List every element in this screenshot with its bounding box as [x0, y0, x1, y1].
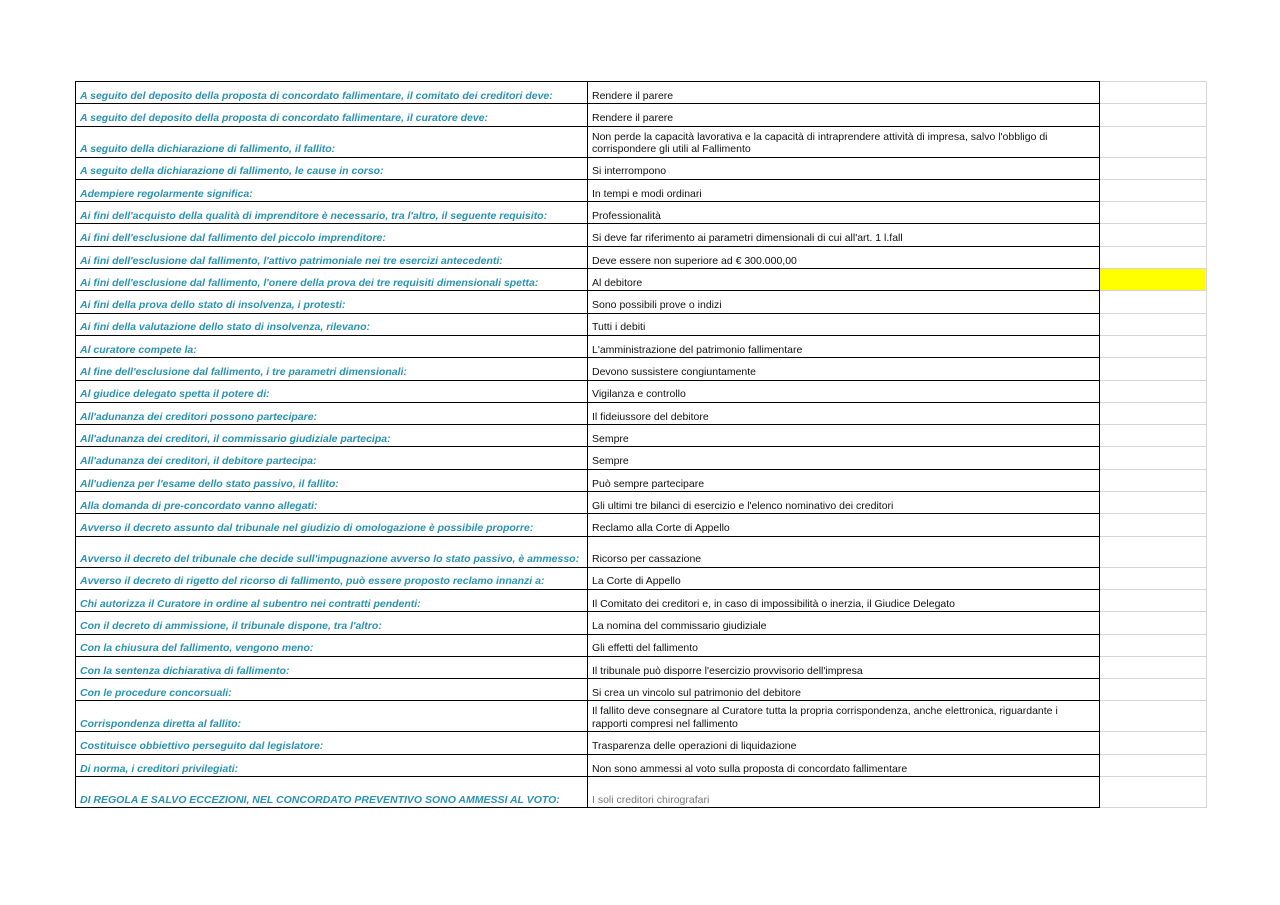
question-cell[interactable]: All'adunanza dei creditori, il debitore partecipa:	[76, 447, 588, 469]
question-cell[interactable]: All'adunanza dei creditori possono partecipare:	[76, 402, 588, 424]
empty-cell[interactable]	[1100, 425, 1207, 447]
table-row	[76, 202, 1207, 224]
question-cell[interactable]: Adempiere regolarmente significa:	[76, 179, 588, 201]
empty-cell[interactable]	[1100, 380, 1207, 402]
answer-cell[interactable]: Trasparenza delle operazioni di liquidazione	[588, 732, 1100, 754]
question-cell[interactable]: Di norma, i creditori privilegiati:	[76, 754, 588, 776]
empty-cell[interactable]	[1100, 179, 1207, 201]
question-cell[interactable]: Alla domanda di pre-concordato vanno allegati:	[76, 492, 588, 514]
question-cell[interactable]: Con la sentenza dichiarativa di fallimento:	[76, 656, 588, 678]
empty-cell[interactable]	[1100, 469, 1207, 491]
empty-cell[interactable]	[1100, 656, 1207, 678]
table-row	[76, 701, 1207, 732]
table-row	[76, 104, 1207, 126]
answer-cell[interactable]: Si interrompono	[588, 157, 1100, 179]
empty-cell[interactable]	[1100, 634, 1207, 656]
answer-cell[interactable]: L'amministrazione del patrimonio fallimentare	[588, 335, 1100, 357]
answer-cell[interactable]: Reclamo alla Corte di Appello	[588, 514, 1100, 536]
table-row	[76, 402, 1207, 424]
question-cell[interactable]: Con le procedure concorsuali:	[76, 679, 588, 701]
answer-cell[interactable]: Tutti i debiti	[588, 313, 1100, 335]
answer-cell[interactable]: Rendere il parere	[588, 82, 1100, 104]
question-cell[interactable]: Chi autorizza il Curatore in ordine al subentro nei contratti pendenti:	[76, 589, 588, 611]
answer-cell[interactable]: La nomina del commissario giudiziale	[588, 612, 1100, 634]
table-row	[76, 492, 1207, 514]
empty-cell[interactable]	[1100, 104, 1207, 126]
table-row	[76, 777, 1207, 808]
table-row	[76, 358, 1207, 380]
question-cell[interactable]: Costituisce obbiettivo perseguito dal legislatore:	[76, 732, 588, 754]
empty-cell[interactable]	[1100, 732, 1207, 754]
table-row	[76, 269, 1207, 291]
table-row	[76, 612, 1207, 634]
answer-cell[interactable]: Può sempre partecipare	[588, 469, 1100, 491]
empty-cell[interactable]	[1100, 612, 1207, 634]
table-row	[76, 224, 1207, 246]
answer-cell[interactable]: Professionalità	[588, 202, 1100, 224]
question-cell[interactable]: Con il decreto di ammissione, il tribunale dispone, tra l'altro:	[76, 612, 588, 634]
answer-cell[interactable]: Il fideiussore del debitore	[588, 402, 1100, 424]
empty-cell[interactable]	[1100, 536, 1207, 567]
question-cell[interactable]: Al giudice delegato spetta il potere di:	[76, 380, 588, 402]
answer-cell[interactable]: La Corte di Appello	[588, 567, 1100, 589]
empty-cell[interactable]	[1100, 224, 1207, 246]
table-row	[76, 732, 1207, 754]
empty-cell[interactable]	[1100, 754, 1207, 776]
table-row	[76, 425, 1207, 447]
question-cell[interactable]: Avverso il decreto del tribunale che decide sull'impugnazione avverso lo stato passivo, è ammesso:	[76, 536, 588, 567]
answer-cell[interactable]: Non perde la capacità lavorativa e la capacità di intraprendere attività di impresa, salvo l'obbligo di corrispondere gli utili al Fallimento	[588, 126, 1100, 157]
empty-cell[interactable]	[1100, 567, 1207, 589]
empty-cell[interactable]	[1100, 82, 1207, 104]
answer-cell[interactable]: Rendere il parere	[588, 104, 1100, 126]
empty-cell[interactable]	[1100, 335, 1207, 357]
table-row	[76, 335, 1207, 357]
question-cell[interactable]: DI REGOLA E SALVO ECCEZIONI, NEL CONCORDATO PREVENTIVO SONO AMMESSI AL VOTO:	[76, 777, 588, 808]
question-cell[interactable]: Ai fini dell'acquisto della qualità di imprenditore è necessario, tra l'altro, il seguente requisito:	[76, 202, 588, 224]
table-row	[76, 567, 1207, 589]
table-row	[76, 634, 1207, 656]
answer-cell[interactable]: Gli effetti del fallimento	[588, 634, 1100, 656]
empty-cell[interactable]	[1100, 777, 1207, 808]
table-row	[76, 179, 1207, 201]
question-cell[interactable]: Corrispondenza diretta al fallito:	[76, 701, 588, 732]
question-cell[interactable]: A seguito della dichiarazione di fallimento, le cause in corso:	[76, 157, 588, 179]
table-row	[76, 126, 1207, 157]
answer-cell[interactable]: Sempre	[588, 447, 1100, 469]
empty-cell[interactable]	[1100, 246, 1207, 268]
table-row	[76, 679, 1207, 701]
answer-cell[interactable]: In tempi e modi ordinari	[588, 179, 1100, 201]
question-cell[interactable]: Avverso il decreto di rigetto del ricorso di fallimento, può essere proposto reclamo innanzi a:	[76, 567, 588, 589]
answer-cell[interactable]: Il tribunale può disporre l'esercizio provvisorio dell'impresa	[588, 656, 1100, 678]
table-row	[76, 447, 1207, 469]
empty-cell[interactable]	[1100, 291, 1207, 313]
empty-cell[interactable]	[1100, 358, 1207, 380]
empty-cell[interactable]	[1100, 402, 1207, 424]
empty-cell[interactable]	[1100, 492, 1207, 514]
question-cell[interactable]: A seguito del deposito della proposta di concordato fallimentare, il curatore deve:	[76, 104, 588, 126]
answer-cell[interactable]: Vigilanza e controllo	[588, 380, 1100, 402]
question-cell[interactable]: Al fine dell'esclusione dal fallimento, i tre parametri dimensionali:	[76, 358, 588, 380]
question-cell[interactable]: Con la chiusura del fallimento, vengono meno:	[76, 634, 588, 656]
table-row	[76, 514, 1207, 536]
question-cell[interactable]: Al curatore compete la:	[76, 335, 588, 357]
table-row	[76, 380, 1207, 402]
question-cell[interactable]: Avverso il decreto assunto dal tribunale nel giudizio di omologazione è possibile proporre:	[76, 514, 588, 536]
answer-cell[interactable]: Si deve far riferimento ai parametri dimensionali di cui all'art. 1 l.fall	[588, 224, 1100, 246]
question-cell[interactable]: Ai fini dell'esclusione dal fallimento del piccolo imprenditore:	[76, 224, 588, 246]
table-row	[76, 291, 1207, 313]
empty-cell[interactable]	[1100, 514, 1207, 536]
table-row	[76, 82, 1207, 104]
answer-cell[interactable]: Si crea un vincolo sul patrimonio del debitore	[588, 679, 1100, 701]
question-cell[interactable]: A seguito della dichiarazione di fallimento, il fallito:	[76, 126, 588, 157]
answer-cell[interactable]: Sempre	[588, 425, 1100, 447]
answer-cell[interactable]: Devono sussistere congiuntamente	[588, 358, 1100, 380]
answer-cell[interactable]: Sono possibili prove o indizi	[588, 291, 1100, 313]
empty-cell[interactable]	[1100, 701, 1207, 732]
table-row	[76, 313, 1207, 335]
empty-cell[interactable]	[1100, 126, 1207, 157]
answer-cell[interactable]: Il Comitato dei creditori e, in caso di impossibilità o inerzia, il Giudice Delegato	[588, 589, 1100, 611]
answer-cell[interactable]: I soli creditori chirografari	[588, 777, 1100, 808]
empty-cell[interactable]	[1100, 589, 1207, 611]
answer-cell[interactable]: Al debitore	[588, 269, 1100, 291]
question-cell[interactable]: Ai fini della prova dello stato di insolvenza, i protesti:	[76, 291, 588, 313]
table-row	[76, 536, 1207, 567]
table-row	[76, 656, 1207, 678]
answer-cell[interactable]: Deve essere non superiore ad € 300.000,00	[588, 246, 1100, 268]
spreadsheet-table	[75, 81, 1207, 808]
empty-cell[interactable]	[1100, 679, 1207, 701]
table-row	[76, 754, 1207, 776]
question-cell[interactable]: Ai fini dell'esclusione dal fallimento, l'attivo patrimoniale nei tre esercizi antecedenti:	[76, 246, 588, 268]
empty-cell[interactable]	[1100, 157, 1207, 179]
answer-cell[interactable]: Il fallito deve consegnare al Curatore tutta la propria corrispondenza, anche elettronica, riguardante i rapporti compresi nel fallimento	[588, 701, 1100, 732]
empty-cell[interactable]	[1100, 313, 1207, 335]
table-row	[76, 589, 1207, 611]
answer-cell[interactable]: Non sono ammessi al voto sulla proposta di concordato fallimentare	[588, 754, 1100, 776]
question-cell[interactable]: Ai fini della valutazione dello stato di insolvenza, rilevano:	[76, 313, 588, 335]
table-row	[76, 157, 1207, 179]
question-cell[interactable]: All'adunanza dei creditori, il commissario giudiziale partecipa:	[76, 425, 588, 447]
empty-cell[interactable]	[1100, 202, 1207, 224]
highlighted-cell[interactable]	[1100, 269, 1207, 291]
empty-cell[interactable]	[1100, 447, 1207, 469]
table-row	[76, 246, 1207, 268]
answer-cell[interactable]: Ricorso per cassazione	[588, 536, 1100, 567]
question-cell[interactable]: Ai fini dell'esclusione dal fallimento, l'onere della prova dei tre requisiti dimensionali spetta:	[76, 269, 588, 291]
table-row	[76, 469, 1207, 491]
answer-cell[interactable]: Gli ultimi tre bilanci di esercizio e l'elenco nominativo dei creditori	[588, 492, 1100, 514]
question-cell[interactable]: A seguito del deposito della proposta di concordato fallimentare, il comitato dei creditori deve:	[76, 82, 588, 104]
question-cell[interactable]: All'udienza per l'esame dello stato passivo, il fallito:	[76, 469, 588, 491]
